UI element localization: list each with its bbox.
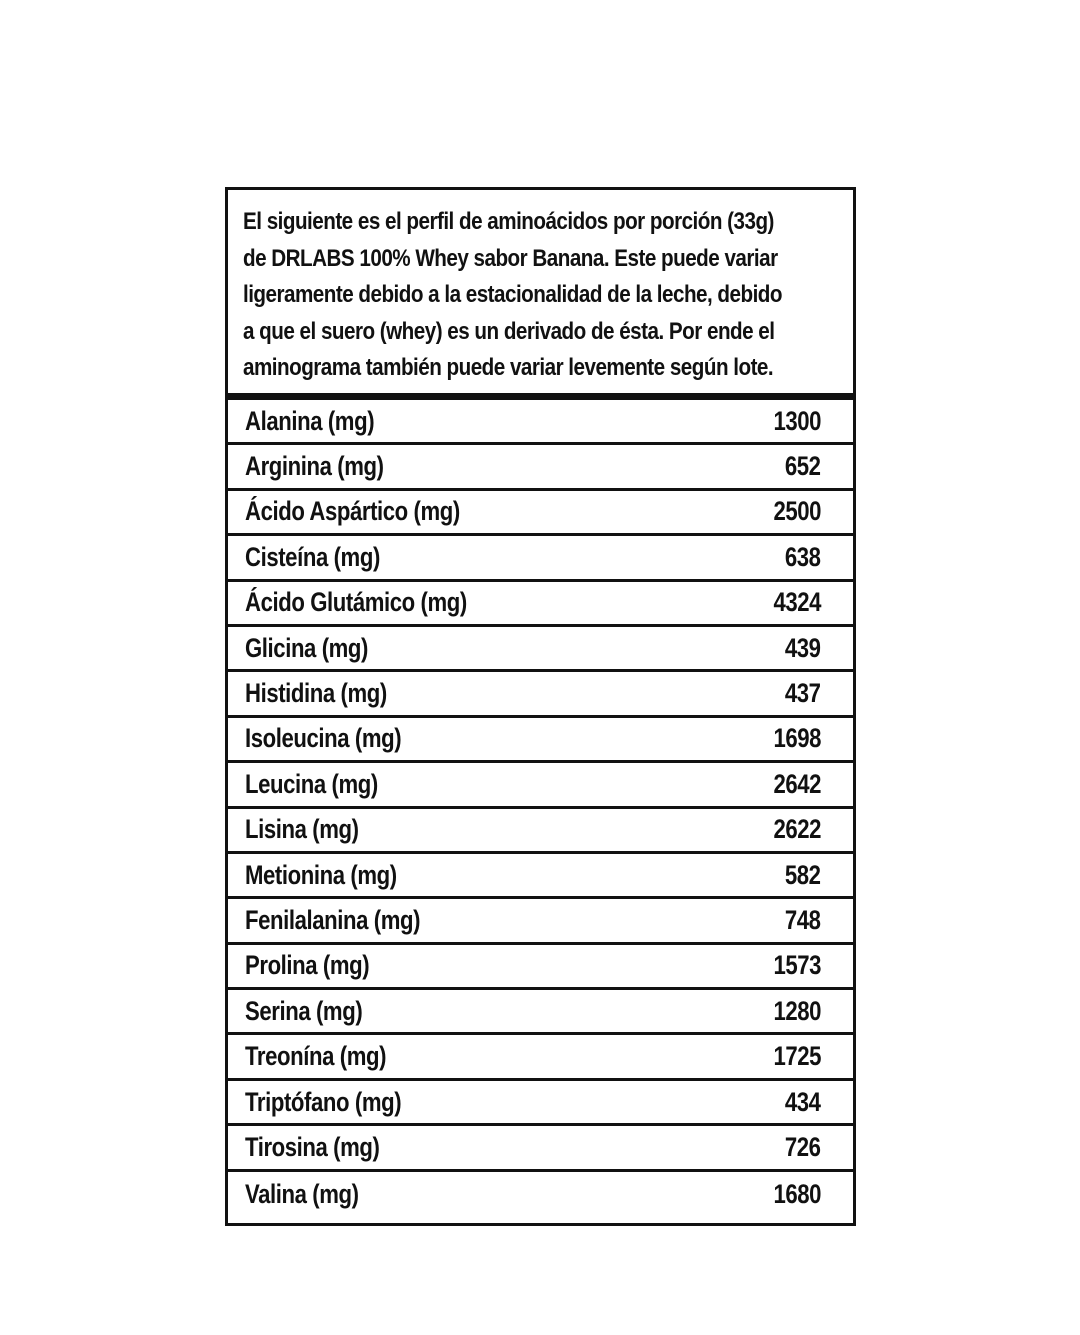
table-row (228, 1172, 853, 1217)
row-value: 1680 (773, 1178, 821, 1209)
row-label: Glicina (mg) (245, 632, 369, 663)
row-value: 2622 (773, 814, 821, 845)
row-value: 2500 (773, 496, 821, 527)
table-row (228, 491, 853, 536)
row-label: Isoleucina (mg) (245, 723, 402, 754)
amino-acid-table (228, 400, 853, 1217)
row-value: 1573 (773, 950, 821, 981)
table-row (228, 854, 853, 899)
intro-line: aminograma también puede variar levemente según lote. (243, 354, 774, 381)
row-label: Valina (mg) (245, 1178, 359, 1209)
row-value: 652 (785, 451, 821, 482)
row-label: Cisteína (mg) (245, 541, 380, 572)
table-row (228, 1081, 853, 1126)
row-label: Fenilalanina (mg) (245, 904, 421, 935)
table-row (228, 445, 853, 490)
intro-line: ligeramente debido a la estacionalidad de la leche, debido (243, 281, 782, 308)
row-value: 1280 (773, 995, 821, 1026)
table-row (228, 945, 853, 990)
table-row (228, 582, 853, 627)
row-label: Treonína (mg) (245, 1041, 387, 1072)
row-label: Triptófano (mg) (245, 1086, 402, 1117)
table-row (228, 400, 853, 445)
row-label: Tirosina (mg) (245, 1131, 380, 1162)
table-row (228, 899, 853, 944)
row-label: Lisina (mg) (245, 814, 359, 845)
table-row (228, 627, 853, 672)
row-value: 2642 (773, 768, 821, 799)
row-value: 748 (785, 904, 821, 935)
row-label: Arginina (mg) (245, 451, 384, 482)
row-value: 4324 (773, 587, 821, 618)
table-row (228, 536, 853, 581)
table-row (228, 990, 853, 1035)
row-value: 434 (785, 1086, 821, 1117)
table-row (228, 1035, 853, 1080)
row-label: Ácido Glutámico (mg) (245, 587, 467, 618)
intro-box (228, 190, 853, 400)
row-label: Serina (mg) (245, 995, 363, 1026)
row-value: 1300 (773, 405, 821, 436)
row-label: Histidina (mg) (245, 678, 387, 709)
table-row (228, 1126, 853, 1171)
intro-line: El siguiente es el perfil de aminoácidos por porción (33g) (243, 208, 774, 235)
intro-line: a que el suero (whey) es un derivado de ésta. Por ende el (243, 317, 775, 345)
row-label: Prolina (mg) (245, 950, 370, 981)
row-label: Metionina (mg) (245, 859, 397, 890)
row-value: 638 (785, 541, 821, 572)
row-label: Ácido Aspártico (mg) (245, 496, 460, 527)
row-value: 726 (785, 1131, 821, 1162)
intro-line: de DRLABS 100% Whey sabor Banana. Este puede variar (243, 244, 778, 272)
row-value: 1725 (773, 1041, 821, 1072)
table-row (228, 763, 853, 808)
table-row (228, 672, 853, 717)
table-row (228, 718, 853, 763)
table-row (228, 809, 853, 854)
row-value: 439 (785, 632, 821, 663)
row-value: 582 (785, 859, 821, 890)
row-label: Leucina (mg) (245, 768, 378, 799)
row-label: Alanina (mg) (245, 405, 375, 436)
intro-text (243, 204, 841, 387)
row-value: 1698 (773, 723, 821, 754)
amino-acid-panel (225, 187, 856, 1226)
row-value: 437 (785, 678, 821, 709)
